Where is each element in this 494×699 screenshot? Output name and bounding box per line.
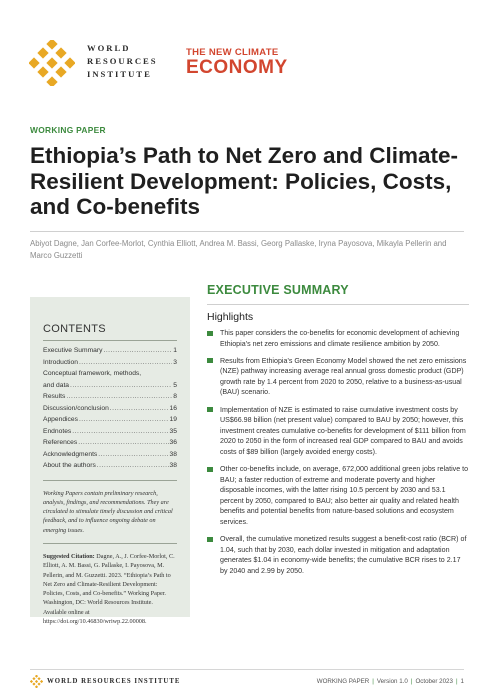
footer-version: Version 1.0: [376, 678, 408, 685]
contents-divider: [43, 543, 177, 544]
bullet-square-icon: [207, 331, 213, 336]
series-label: WORKING PAPER: [30, 125, 106, 135]
toc-item-label: Appendices: [43, 416, 78, 423]
executive-summary-title: EXECUTIVE SUMMARY: [207, 283, 349, 297]
toc-item-framework[interactable]: [43, 368, 177, 391]
footer-separator: |: [410, 678, 413, 685]
nce-logo-top: THE NEW CLIMATE: [186, 47, 279, 58]
toc-item-discussion[interactable]: [43, 403, 177, 415]
toc-leader: [79, 357, 172, 369]
toc-item-label: Acknowledgments: [43, 450, 98, 458]
list-item: [207, 328, 469, 349]
toc-item-references[interactable]: [43, 437, 177, 449]
wri-wordmark-line: RESOURCES: [87, 56, 158, 66]
toc-item-page: 38: [169, 450, 177, 458]
footer-meta: [317, 678, 464, 685]
bullet-square-icon: [207, 537, 213, 542]
list-item: [207, 464, 469, 528]
toc-item-page: 16: [169, 404, 177, 412]
contents-divider: [43, 340, 177, 341]
toc-item-page: 5: [173, 381, 177, 389]
contents-divider: [43, 480, 177, 481]
bullet-square-icon: [207, 407, 213, 412]
toc-leader: [78, 437, 168, 449]
footer-divider: [30, 669, 464, 670]
wri-wordmark-line: INSTITUTE: [87, 69, 152, 79]
wri-wordmark-line: WORLD: [87, 43, 131, 53]
toc-item-label: Results: [43, 393, 66, 400]
toc-item-acknowledgments[interactable]: [43, 449, 177, 461]
authors: Abiyot Dagne, Jan Corfee-Morlot, Cynthia Elliott, Andrea M. Bassi, Georg Pallaske, Iryna Payosova, Mikayla Pellerin and Marco Guzzetti: [30, 239, 447, 260]
wri-logo-icon: [29, 40, 75, 86]
toc-leader: [66, 391, 172, 403]
toc-item-page: 19: [169, 416, 177, 423]
toc-item-endnotes[interactable]: [43, 426, 177, 438]
working-paper-note: Working Papers contain preliminary research, analysis, findings, and recommendations. They are circulated to stimulate timely discussion and critical feedback, and to influence ongoing debate on emerging issues.: [43, 489, 173, 534]
toc-leader: [110, 403, 169, 415]
citation-text: Dagne, A., J. Corfee-Morlot, C. Elliott, A. M. Bassi, G. Pallaske, I. Payosova, M. Pellerin, and M. Guzzetti. 2023. “Ethiopia’s Path to Net Zero and Climate-Resilient Development: Policies, Costs, and Co-benefits.” Working Paper. Washington, DC: World Resources Institute. Available online at https://doi.org/10.46830/wriwp.22.00008.: [43, 552, 175, 626]
toc-leader: [79, 414, 169, 426]
executive-summary-divider: [207, 304, 469, 305]
list-item-text: Overall, the cumulative monetized results suggest a benefit-cost ratio (BCR) of 1.04, such that by 2030, each dollar invested in mitigation and adaptation generates $1.04 in economy-wide benefits; the cumulative BCR rises to 2.17 by 2040 and 2.99 by 2050.: [220, 535, 467, 575]
list-item: [207, 405, 469, 458]
footer-page-number: 1: [460, 678, 464, 685]
title-divider: [30, 231, 464, 232]
contents-title: CONTENTS: [43, 323, 106, 335]
toc-item-page: 1: [173, 347, 177, 354]
toc-item-introduction[interactable]: [43, 357, 177, 369]
toc-leader: [72, 426, 168, 438]
contents-panel: [30, 297, 190, 626]
toc-item-page: 35: [169, 427, 177, 435]
toc-item-page: 36: [169, 439, 177, 446]
suggested-citation: [43, 552, 177, 626]
wri-logo-small-icon: [30, 675, 43, 688]
toc-leader: [103, 345, 172, 357]
highlights-heading: Highlights: [207, 311, 254, 323]
toc-item-executive-summary[interactable]: [43, 345, 177, 357]
executive-summary: [207, 283, 469, 583]
list-item: [207, 356, 469, 398]
toc-item-label: Discussion/conclusion: [43, 404, 109, 412]
footer-series: WORKING PAPER: [316, 678, 370, 685]
footer-date: October 2023: [415, 678, 453, 685]
toc-item-results[interactable]: [43, 391, 177, 403]
toc-item-label-cont: and data: [43, 381, 70, 389]
toc-item-page: 3: [173, 358, 177, 366]
toc-item-page: 38: [169, 462, 177, 469]
toc-item-label: About the authors: [43, 462, 96, 469]
toc-item-label: References: [43, 439, 78, 446]
toc-item-appendices[interactable]: [43, 414, 177, 426]
toc-item-label: Executive Summary: [43, 347, 103, 354]
toc-item-page: 8: [173, 393, 177, 400]
toc-leader: [70, 380, 172, 392]
page-title: Ethiopia’s Path to Net Zero and Climate-Resilient Development: Policies, Costs, and Co-benefits: [30, 143, 458, 219]
toc-leader: [97, 460, 169, 472]
nce-logo: [186, 47, 288, 78]
toc-item-label: Introduction: [43, 358, 78, 366]
nce-logo-bottom: ECONOMY: [186, 57, 288, 78]
citation-label: Suggested Citation:: [43, 552, 95, 560]
list-item-text: Other co-benefits include, on average, 672,000 additional green jobs relative to BAU; a faster reduction of extreme and moderate poverty and higher disposable incomes, with the latter rising 10.5 percent by 2030 and 53.1 percent by 2050, compared to BAU; also better air quality and related health benefits and potential benefits from nature-based solutions and ecosystem services.: [220, 465, 469, 526]
bullet-square-icon: [207, 467, 213, 472]
toc-item-label: Conceptual framework, methods,: [43, 370, 142, 377]
list-item-text: This paper considers the co-benefits for economic development of achieving Ethiopia’s net zero emissions and climate resilience ambition by 2050.: [220, 329, 460, 348]
wri-wordmark: [87, 42, 158, 81]
footer-separator: |: [455, 678, 458, 685]
list-item-text: Implementation of NZE is estimated to raise cumulative investment costs by US$66.98 billion (net present value) compared to BAU by 2050; however, this investment creates cumulative co-benefits for development of $111 billion from 2020 to 2050 in the form of increased real GDP compared to BAU and avoids costs of $89 billion (largely avoided energy costs).: [220, 405, 466, 456]
footer-org-name: WORLD RESOURCES INSTITUTE: [47, 678, 181, 685]
toc-item-label: Endnotes: [43, 427, 72, 435]
toc-item-about-authors[interactable]: [43, 460, 177, 472]
list-item-text: Results from Ethiopia’s Green Economy Model showed the net zero emissions (NZE) pathway increasing average real annual gross domestic product (GDP) growth rate by 1.4 percent from 2020 to 2050, relative to a business-as-usual (BAU) scenario.: [220, 356, 467, 397]
toc-leader: [98, 449, 168, 461]
list-item: [207, 534, 469, 576]
footer-separator: |: [372, 678, 374, 685]
bullet-square-icon: [207, 358, 213, 363]
